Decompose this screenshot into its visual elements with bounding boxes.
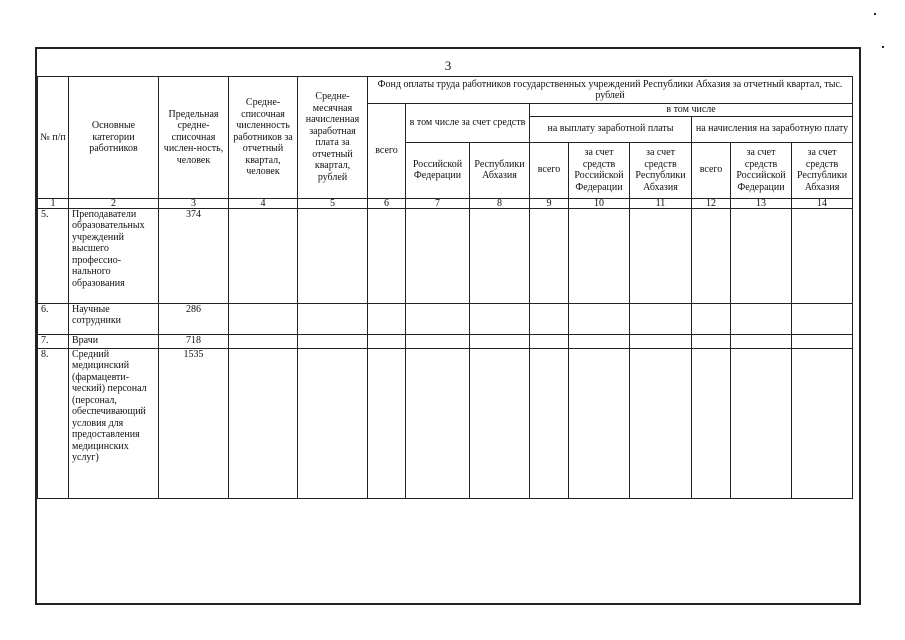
col-number: 6 <box>368 198 406 208</box>
col-number: 10 <box>569 198 630 208</box>
column-number-row <box>38 198 853 208</box>
row-limit: 286 <box>159 303 229 334</box>
salary-fund-table <box>37 76 853 499</box>
row-category: Преподаватели образовательных учреждений высшего профессио-нального образования <box>69 208 159 303</box>
header-from-rf: за счет средств Российской Федерации <box>569 142 630 198</box>
header-col-limit: Предельная средне-списочная числен-ность, человек <box>159 77 229 199</box>
header-ra: Республики Абхазия <box>470 142 530 198</box>
col-number: 5 <box>298 198 368 208</box>
row-category: Средний медицинский (фармацевти-ческий) персонал (персонал, обеспечивающий условия для предоставления медицинских услуг) <box>69 348 159 498</box>
table-row <box>38 348 853 498</box>
header-from-ra-2: за счет средств Республики Абхазия <box>792 142 853 198</box>
col-number: 14 <box>792 198 853 208</box>
header-col-avg-count: Средне-списочная численность работников за отчетный квартал, человек <box>229 77 298 199</box>
col-number: 7 <box>406 198 470 208</box>
row-number: 5. <box>38 208 69 303</box>
header-total-3: всего <box>692 142 731 198</box>
header-incl-sources: в том числе за счет средств <box>406 104 530 143</box>
table-row <box>38 208 853 303</box>
header-col-avg-salary: Средне-месячная начисленная заработная плата за отчетный квартал, рублей <box>298 77 368 199</box>
col-number: 9 <box>530 198 569 208</box>
row-limit: 718 <box>159 334 229 348</box>
row-number: 7. <box>38 334 69 348</box>
col-number: 13 <box>731 198 792 208</box>
row-category: Научные сотрудники <box>69 303 159 334</box>
row-limit: 1535 <box>159 348 229 498</box>
col-number: 4 <box>229 198 298 208</box>
scan-dot-1 <box>874 13 876 15</box>
row-number: 8. <box>38 348 69 498</box>
row-limit: 374 <box>159 208 229 303</box>
table-row <box>38 303 853 334</box>
col-number: 1 <box>38 198 69 208</box>
row-number: 6. <box>38 303 69 334</box>
row-category: Врачи <box>69 334 159 348</box>
header-col-num: № п/п <box>38 77 69 199</box>
page-frame <box>35 47 861 605</box>
page-number: 3 <box>444 58 452 73</box>
header-from-ra: за счет средств Республики Абхазия <box>630 142 692 198</box>
header-fund-title: Фонд оплаты труда работников государственных учреждений Республики Абхазия за отчетный квартал, тыс. рублей <box>368 77 853 104</box>
col-number: 8 <box>470 198 530 208</box>
header-incl: в том числе <box>530 104 853 117</box>
header-total-2: всего <box>530 142 569 198</box>
col-number: 3 <box>159 198 229 208</box>
header-salary-payment: на выплату заработной платы <box>530 116 692 142</box>
col-number: 11 <box>630 198 692 208</box>
header-from-rf-2: за счет средств Российской Федерации <box>731 142 792 198</box>
header-rf: Российской Федерации <box>406 142 470 198</box>
table-row <box>38 334 853 348</box>
col-number: 2 <box>69 198 159 208</box>
col-number: 12 <box>692 198 731 208</box>
header-total: всего <box>368 104 406 199</box>
scan-dot-2 <box>882 46 884 48</box>
header-accruals: на начисления на заработную плату <box>692 116 853 142</box>
header-col-category: Основные категории работников <box>69 77 159 199</box>
